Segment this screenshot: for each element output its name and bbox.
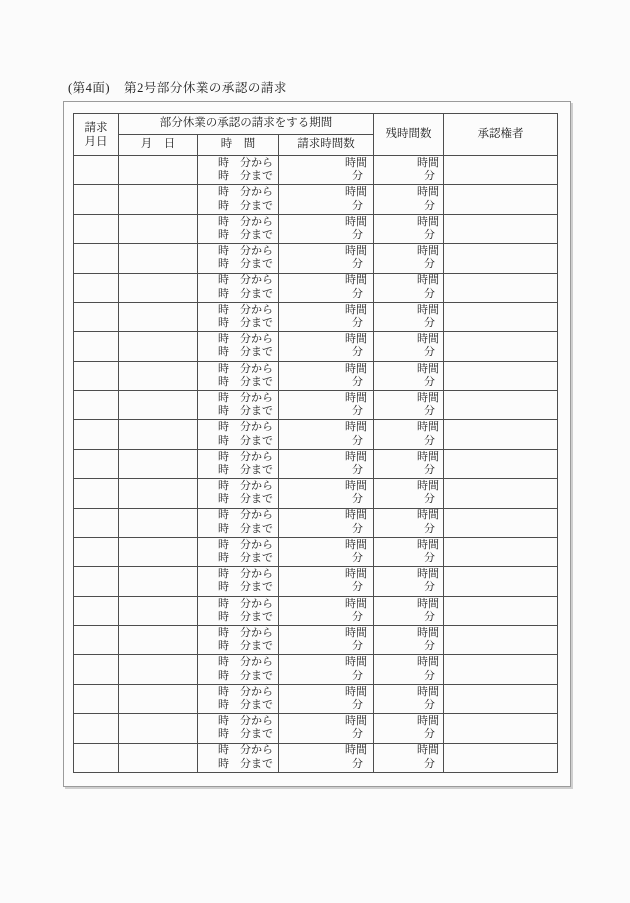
cell-request-date [74,684,119,713]
cell-request-date [74,449,119,478]
remaining-hours-unit-label: 時間 [417,656,440,669]
requested-hours-unit-label: 時間 [345,480,368,493]
requested-hours-unit-label: 時間 [345,274,368,287]
remaining-hours-unit-label: 時間 [417,303,440,316]
time-to-label: 時 分まで [218,581,273,594]
remaining-hours-unit-label: 時間 [417,215,440,228]
requested-hours-unit-label: 時間 [345,362,368,375]
cell-month-day [119,273,198,302]
table-row [74,743,558,772]
cell-month-day [119,626,198,655]
time-from-label: 時 分から [218,421,273,434]
time-from-label: 時 分から [218,156,273,169]
cell-approver [444,391,558,420]
requested-minutes-unit-label: 分 [352,552,364,565]
time-from-label: 時 分から [218,274,273,287]
remaining-minutes-unit-label: 分 [424,640,436,653]
requested-minutes-unit-label: 分 [352,170,364,183]
cell-remaining-hours [374,391,444,420]
requested-minutes-unit-label: 分 [352,522,364,535]
cell-request-date [74,567,119,596]
time-to-label: 時 分まで [218,757,273,770]
cell-requested-hours [279,361,374,390]
remaining-minutes-unit-label: 分 [424,669,436,682]
requested-hours-unit-label: 時間 [345,156,368,169]
table-row [74,567,558,596]
time-from-label: 時 分から [218,450,273,463]
form-title: 第2号部分休業の承認の請求 [124,81,287,95]
cell-remaining-hours [374,537,444,566]
time-to-label: 時 分まで [218,287,273,300]
table-row [74,684,558,713]
cell-remaining-hours [374,479,444,508]
time-to-label: 時 分まで [218,258,273,271]
cell-month-day [119,244,198,273]
cell-remaining-hours [374,626,444,655]
cell-time [198,479,279,508]
remaining-minutes-unit-label: 分 [424,522,436,535]
cell-requested-hours [279,214,374,243]
table-row [74,714,558,743]
time-to-label: 時 分まで [218,669,273,682]
remaining-hours-unit-label: 時間 [417,362,440,375]
remaining-hours-unit-label: 時間 [417,421,440,434]
cell-approver [444,273,558,302]
cell-time [198,449,279,478]
time-to-label: 時 分まで [218,493,273,506]
time-from-label: 時 分から [218,626,273,639]
cell-requested-hours [279,626,374,655]
cell-month-day [119,185,198,214]
cell-month-day [119,743,198,772]
cell-request-date [74,332,119,361]
remaining-minutes-unit-label: 分 [424,434,436,447]
cell-request-date [74,185,119,214]
cell-month-day [119,361,198,390]
remaining-hours-unit-label: 時間 [417,391,440,404]
time-from-label: 時 分から [218,215,273,228]
remaining-hours-unit-label: 時間 [417,156,440,169]
cell-request-date [74,655,119,684]
header-requested-hours: 請求時間数 [279,135,374,156]
cell-month-day [119,302,198,331]
header-request-date-line2: 月日 [84,135,108,148]
remaining-minutes-unit-label: 分 [424,170,436,183]
table-row [74,537,558,566]
table-row [74,655,558,684]
remaining-minutes-unit-label: 分 [424,375,436,388]
time-to-label: 時 分まで [218,170,273,183]
cell-approver [444,479,558,508]
requested-hours-unit-label: 時間 [345,685,368,698]
cell-time [198,567,279,596]
time-to-label: 時 分まで [218,317,273,330]
table-row [74,214,558,243]
remaining-minutes-unit-label: 分 [424,493,436,506]
cell-time [198,244,279,273]
cell-remaining-hours [374,185,444,214]
table-row [74,244,558,273]
time-to-label: 時 分まで [218,375,273,388]
remaining-minutes-unit-label: 分 [424,728,436,741]
cell-remaining-hours [374,244,444,273]
cell-request-date [74,626,119,655]
remaining-hours-unit-label: 時間 [417,715,440,728]
time-from-label: 時 分から [218,480,273,493]
requested-minutes-unit-label: 分 [352,405,364,418]
cell-month-day [119,567,198,596]
cell-approver [444,743,558,772]
cell-month-day [119,420,198,449]
cell-time [198,185,279,214]
time-to-label: 時 分まで [218,434,273,447]
cell-request-date [74,214,119,243]
requested-minutes-unit-label: 分 [352,317,364,330]
remaining-minutes-unit-label: 分 [424,463,436,476]
requested-minutes-unit-label: 分 [352,640,364,653]
cell-approver [444,567,558,596]
remaining-minutes-unit-label: 分 [424,317,436,330]
requested-hours-unit-label: 時間 [345,391,368,404]
cell-month-day [119,508,198,537]
time-from-label: 時 分から [218,245,273,258]
remaining-hours-unit-label: 時間 [417,274,440,287]
requested-hours-unit-label: 時間 [345,568,368,581]
header-remaining-hours: 残時間数 [374,114,444,156]
cell-month-day [119,684,198,713]
cell-month-day [119,391,198,420]
cell-month-day [119,655,198,684]
cell-requested-hours [279,479,374,508]
remaining-minutes-unit-label: 分 [424,405,436,418]
header-request-date [74,114,119,156]
page-number-label: (第4面) [68,81,111,95]
requested-minutes-unit-label: 分 [352,375,364,388]
time-to-label: 時 分まで [218,610,273,623]
requested-minutes-unit-label: 分 [352,228,364,241]
time-from-label: 時 分から [218,744,273,757]
cell-approver [444,244,558,273]
cell-remaining-hours [374,361,444,390]
cell-remaining-hours [374,273,444,302]
cell-requested-hours [279,567,374,596]
cell-remaining-hours [374,302,444,331]
remaining-minutes-unit-label: 分 [424,199,436,212]
requested-hours-unit-label: 時間 [345,186,368,199]
requested-minutes-unit-label: 分 [352,258,364,271]
table-row [74,391,558,420]
requested-hours-unit-label: 時間 [345,509,368,522]
cell-requested-hours [279,596,374,625]
cell-requested-hours [279,537,374,566]
cell-time [198,655,279,684]
cell-requested-hours [279,185,374,214]
time-to-label: 時 分まで [218,346,273,359]
form-border-box [63,101,571,787]
cell-request-date [74,156,119,185]
remaining-minutes-unit-label: 分 [424,698,436,711]
cell-month-day [119,596,198,625]
cell-time [198,332,279,361]
remaining-hours-unit-label: 時間 [417,186,440,199]
table-row [74,156,558,185]
cell-remaining-hours [374,332,444,361]
cell-approver [444,596,558,625]
cell-requested-hours [279,743,374,772]
remaining-minutes-unit-label: 分 [424,757,436,770]
remaining-hours-unit-label: 時間 [417,538,440,551]
cell-approver [444,537,558,566]
cell-approver [444,508,558,537]
cell-month-day [119,537,198,566]
cell-requested-hours [279,156,374,185]
time-to-label: 時 分まで [218,640,273,653]
cell-remaining-hours [374,596,444,625]
cell-remaining-hours [374,508,444,537]
cell-remaining-hours [374,567,444,596]
remaining-minutes-unit-label: 分 [424,610,436,623]
remaining-minutes-unit-label: 分 [424,552,436,565]
remaining-hours-unit-label: 時間 [417,450,440,463]
cell-request-date [74,537,119,566]
cell-approver [444,626,558,655]
remaining-hours-unit-label: 時間 [417,333,440,346]
remaining-hours-unit-label: 時間 [417,568,440,581]
cell-month-day [119,214,198,243]
table-row [74,508,558,537]
cell-request-date [74,302,119,331]
partial-leave-request-table [73,113,558,773]
header-period-group: 部分休業の承認の請求をする期間 [119,114,374,135]
cell-time [198,743,279,772]
requested-minutes-unit-label: 分 [352,434,364,447]
cell-month-day [119,449,198,478]
remaining-hours-unit-label: 時間 [417,245,440,258]
cell-requested-hours [279,391,374,420]
header-month-day: 月 日 [119,135,198,156]
cell-remaining-hours [374,449,444,478]
time-from-label: 時 分から [218,656,273,669]
time-to-label: 時 分まで [218,698,273,711]
requested-hours-unit-label: 時間 [345,626,368,639]
cell-approver [444,684,558,713]
cell-requested-hours [279,714,374,743]
cell-approver [444,214,558,243]
header-request-date-line1: 請求 [84,121,108,134]
cell-month-day [119,156,198,185]
cell-time [198,302,279,331]
table-row [74,596,558,625]
cell-time [198,391,279,420]
remaining-hours-unit-label: 時間 [417,597,440,610]
requested-minutes-unit-label: 分 [352,346,364,359]
cell-remaining-hours [374,156,444,185]
requested-hours-unit-label: 時間 [345,715,368,728]
cell-remaining-hours [374,655,444,684]
cell-month-day [119,714,198,743]
requested-hours-unit-label: 時間 [345,245,368,258]
time-from-label: 時 分から [218,391,273,404]
time-from-label: 時 分から [218,685,273,698]
requested-minutes-unit-label: 分 [352,757,364,770]
requested-hours-unit-label: 時間 [345,303,368,316]
cell-requested-hours [279,332,374,361]
cell-approver [444,185,558,214]
time-to-label: 時 分まで [218,199,273,212]
cell-request-date [74,596,119,625]
remaining-minutes-unit-label: 分 [424,346,436,359]
requested-hours-unit-label: 時間 [345,421,368,434]
cell-remaining-hours [374,214,444,243]
remaining-hours-unit-label: 時間 [417,509,440,522]
cell-time [198,684,279,713]
remaining-minutes-unit-label: 分 [424,581,436,594]
cell-time [198,596,279,625]
requested-hours-unit-label: 時間 [345,744,368,757]
cell-time [198,714,279,743]
time-from-label: 時 分から [218,333,273,346]
page-title [68,78,287,96]
requested-hours-unit-label: 時間 [345,450,368,463]
time-from-label: 時 分から [218,509,273,522]
remaining-hours-unit-label: 時間 [417,744,440,757]
cell-request-date [74,743,119,772]
requested-hours-unit-label: 時間 [345,597,368,610]
requested-minutes-unit-label: 分 [352,287,364,300]
time-to-label: 時 分まで [218,405,273,418]
cell-request-date [74,420,119,449]
remaining-minutes-unit-label: 分 [424,287,436,300]
requested-minutes-unit-label: 分 [352,463,364,476]
time-from-label: 時 分から [218,597,273,610]
cell-time [198,273,279,302]
cell-approver [444,361,558,390]
time-to-label: 時 分まで [218,552,273,565]
table-row [74,626,558,655]
cell-time [198,508,279,537]
time-to-label: 時 分まで [218,228,273,241]
cell-approver [444,302,558,331]
cell-time [198,420,279,449]
cell-approver [444,714,558,743]
cell-requested-hours [279,244,374,273]
table-row [74,361,558,390]
cell-request-date [74,244,119,273]
cell-request-date [74,714,119,743]
cell-time [198,214,279,243]
remaining-hours-unit-label: 時間 [417,685,440,698]
cell-requested-hours [279,449,374,478]
cell-time [198,156,279,185]
requested-minutes-unit-label: 分 [352,199,364,212]
time-from-label: 時 分から [218,715,273,728]
requested-minutes-unit-label: 分 [352,610,364,623]
requested-minutes-unit-label: 分 [352,493,364,506]
cell-time [198,626,279,655]
cell-approver [444,332,558,361]
table-row [74,479,558,508]
table-row [74,302,558,331]
cell-remaining-hours [374,420,444,449]
requested-hours-unit-label: 時間 [345,656,368,669]
remaining-minutes-unit-label: 分 [424,228,436,241]
time-to-label: 時 分まで [218,522,273,535]
cell-request-date [74,479,119,508]
cell-time [198,537,279,566]
cell-request-date [74,508,119,537]
header-row-1 [74,114,558,135]
table-row [74,185,558,214]
cell-requested-hours [279,273,374,302]
cell-approver [444,449,558,478]
cell-request-date [74,273,119,302]
cell-requested-hours [279,420,374,449]
time-from-label: 時 分から [218,362,273,375]
table-row [74,332,558,361]
cell-remaining-hours [374,684,444,713]
cell-time [198,361,279,390]
cell-request-date [74,361,119,390]
time-from-label: 時 分から [218,538,273,551]
time-to-label: 時 分まで [218,463,273,476]
table-body [74,156,558,773]
remaining-hours-unit-label: 時間 [417,626,440,639]
cell-month-day [119,332,198,361]
requested-hours-unit-label: 時間 [345,333,368,346]
table-row [74,449,558,478]
time-from-label: 時 分から [218,568,273,581]
cell-requested-hours [279,684,374,713]
cell-remaining-hours [374,714,444,743]
cell-requested-hours [279,508,374,537]
cell-month-day [119,479,198,508]
time-from-label: 時 分から [218,186,273,199]
cell-approver [444,420,558,449]
cell-remaining-hours [374,743,444,772]
table-row [74,420,558,449]
requested-minutes-unit-label: 分 [352,669,364,682]
time-to-label: 時 分まで [218,728,273,741]
time-from-label: 時 分から [218,303,273,316]
remaining-minutes-unit-label: 分 [424,258,436,271]
table-header [74,114,558,156]
cell-requested-hours [279,655,374,684]
table-row [74,273,558,302]
requested-minutes-unit-label: 分 [352,728,364,741]
cell-approver [444,156,558,185]
requested-minutes-unit-label: 分 [352,581,364,594]
cell-request-date [74,391,119,420]
remaining-hours-unit-label: 時間 [417,480,440,493]
cell-requested-hours [279,302,374,331]
header-approver: 承認権者 [444,114,558,156]
requested-minutes-unit-label: 分 [352,698,364,711]
requested-hours-unit-label: 時間 [345,538,368,551]
cell-approver [444,655,558,684]
header-time: 時 間 [198,135,279,156]
requested-hours-unit-label: 時間 [345,215,368,228]
